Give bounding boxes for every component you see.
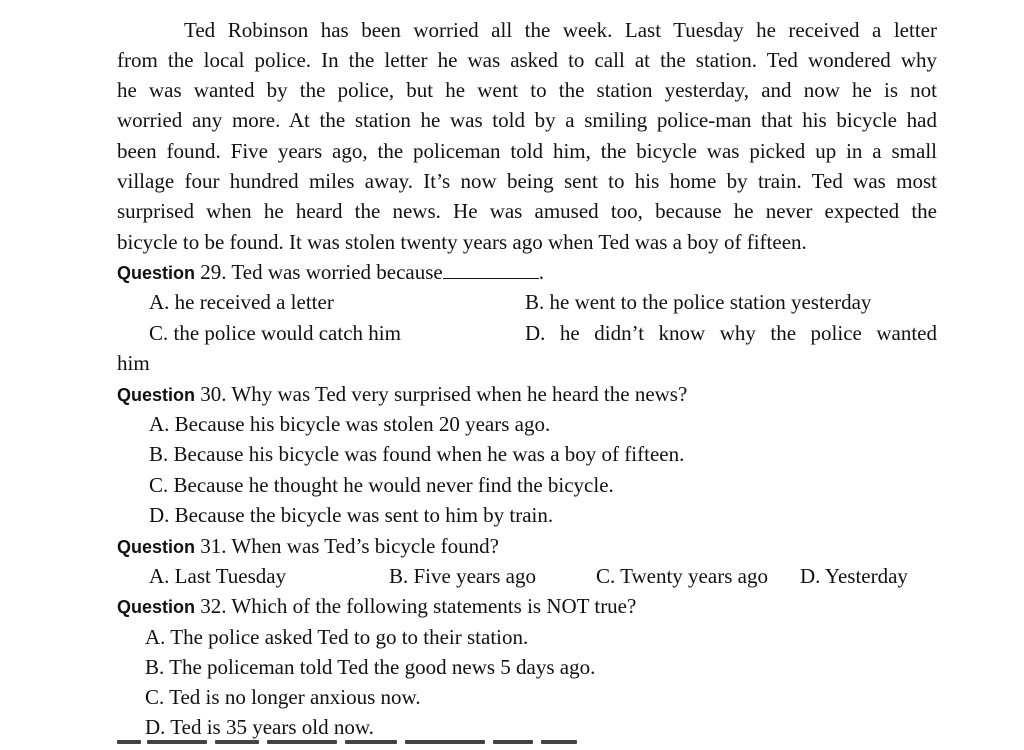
option-29-c: C. the police would catch him [149,321,401,345]
question-number: 30. [200,382,227,406]
question-label: Question [117,263,196,283]
option-30-b: B. Because his bicycle was found when he was a boy of fifteen. [149,442,685,466]
question-31 [117,531,499,561]
passage-line-5: been found. Five years ago, the policeman told him, the bicycle was picked up in a small [117,139,937,163]
option-29-a: A. he received a letter [149,290,334,314]
option-30-a: A. Because his bicycle was stolen 20 years ago. [149,412,551,436]
option-31-b: B. Five years ago [389,564,536,588]
option-31-d: D. Yesterday [800,564,908,588]
question-stem: Ted was worried because [226,260,443,284]
question-number: 29. [200,260,227,284]
passage-line-2: from the local police. In the letter he was asked to call at the station. Ted wondered why [117,48,937,72]
question-30 [117,379,687,409]
option-29-d: D. he didn’t know why the police wanted [525,321,937,345]
question-label: Question [117,537,196,557]
passage-line-8: bicycle to be found. It was stolen twenty years ago when Ted was a boy of fifteen. [117,230,807,254]
passage-line-3: he was wanted by the police, but he went to the station yesterday, and now he is not [117,78,937,102]
answer-blank [443,260,539,279]
question-29 [117,257,544,287]
passage-line-4: worried any more. At the station he was told by a smiling police-man that his bicycle had [117,108,937,132]
question-label: Question [117,597,196,617]
question-stem-end: . [538,260,544,284]
option-30-c: C. Because he thought he would never find the bicycle. [149,473,614,497]
option-32-d: D. Ted is 35 years old now. [145,715,374,739]
question-stem: When was Ted’s bicycle found? [226,534,499,558]
option-31-a: A. Last Tuesday [149,564,287,588]
question-number: 32. [200,594,227,618]
option-32-a: A. The police asked Ted to go to their station. [145,625,529,649]
question-label: Question [117,385,196,405]
option-32-b: B. The policeman told Ted the good news 5 days ago. [145,655,596,679]
question-number: 31. [200,534,227,558]
option-31-c: C. Twenty years ago [596,564,768,588]
passage-line-7: surprised when he heard the news. He was amused too, because he never expected the [117,199,937,223]
passage-line-1: Ted Robinson has been worried all the week. Last Tuesday he received a letter [184,18,937,42]
question-stem: Why was Ted very surprised when he heard the news? [226,382,688,406]
question-32 [117,591,636,621]
option-30-d: D. Because the bicycle was sent to him by train. [149,503,554,527]
option-32-c: C. Ted is no longer anxious now. [145,685,421,709]
cropped-text-line [117,740,587,750]
option-29-b: B. he went to the police station yesterday [525,290,872,314]
option-29-d-continued: him [117,351,150,375]
passage-line-6: village four hundred miles away. It’s now being sent to his home by train. Ted was most [117,169,937,193]
question-stem: Which of the following statements is NOT true? [226,594,637,618]
